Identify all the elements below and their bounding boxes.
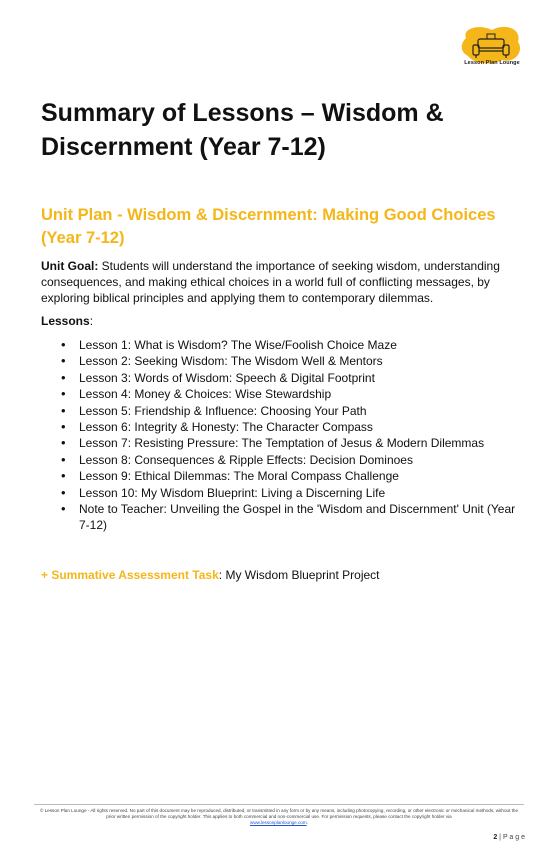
unit-goal (41, 258, 511, 306)
lessons-heading-label: Lessons (41, 314, 90, 328)
page-separator: | (497, 834, 503, 841)
assessment-label: + Summative Assessment Task (41, 568, 219, 582)
page-title: Summary of Lessons – Wisdom & Discernment (Year 7-12) (41, 99, 444, 161)
assessment-separator: : (218, 568, 223, 582)
unit-goal-text: Students will understand the importance of seeking wisdom, understanding consequences, and making ethical choices in a world full of conflicting messages, by exploring biblical principles and applying them to contemporary dilemmas. (41, 259, 500, 305)
footer-divider (34, 804, 524, 805)
list-item: • Lesson 2: Seeking Wisdom: The Wisdom Well & Mentors (59, 353, 529, 369)
copyright-text: © Lesson Plan Lounge - All rights reserved. No part of this document may be reproduced, distributed, or transmitted in any form or by any means, including photocopying, recording, or other electronic or mechanical methods, without the prior written permission of the copyright holder. This applies to both commercial and non-commercial use. For permission requests, please contact the copyright holder via (39, 808, 519, 820)
unit-plan-title: Unit Plan - Wisdom & Discernment: Making Good Choices (Year 7-12) (41, 206, 496, 247)
link-suffix: . (306, 820, 308, 826)
website-link[interactable]: www.lessonplanlounge.com (250, 820, 307, 826)
list-item: • Lesson 4: Money & Choices: Wise Stewardship (59, 386, 529, 402)
list-item: • Lesson 7: Resisting Pressure: The Temptation of Jesus & Modern Dilemmas (59, 435, 529, 451)
list-item: • Lesson 3: Words of Wisdom: Speech & Digital Footprint (59, 370, 529, 386)
list-item: • Note to Teacher: Unveiling the Gospel in the 'Wisdom and Discernment' Unit (Year 7-12) (59, 501, 529, 534)
unit-goal-label: Unit Goal: (41, 259, 99, 273)
summative-assessment (41, 568, 380, 582)
list-item: • Lesson 1: What is Wisdom? The Wise/Foolish Choice Maze (59, 337, 529, 353)
lessons-heading (41, 314, 93, 328)
assessment-text: My Wisdom Blueprint Project (222, 568, 380, 582)
page-label: P a g e (502, 834, 525, 841)
lesson-list (59, 337, 529, 534)
lessons-heading-suffix: : (89, 314, 94, 328)
list-item: • Lesson 5: Friendship & Influence: Choosing Your Path (59, 403, 529, 419)
page-number-value: 2 (493, 834, 498, 841)
page-number (493, 834, 525, 841)
logo-text: Lesson Plan Lounge (464, 60, 520, 66)
list-item: • Lesson 9: Ethical Dilemmas: The Moral Compass Challenge (59, 468, 529, 484)
list-item: • Lesson 10: My Wisdom Blueprint: Living a Discerning Life (59, 485, 529, 501)
list-item: • Lesson 8: Consequences & Ripple Effects: Decision Dominoes (59, 452, 529, 468)
copyright-footer (36, 808, 522, 827)
list-item: • Lesson 6: Integrity & Honesty: The Character Compass (59, 419, 529, 435)
